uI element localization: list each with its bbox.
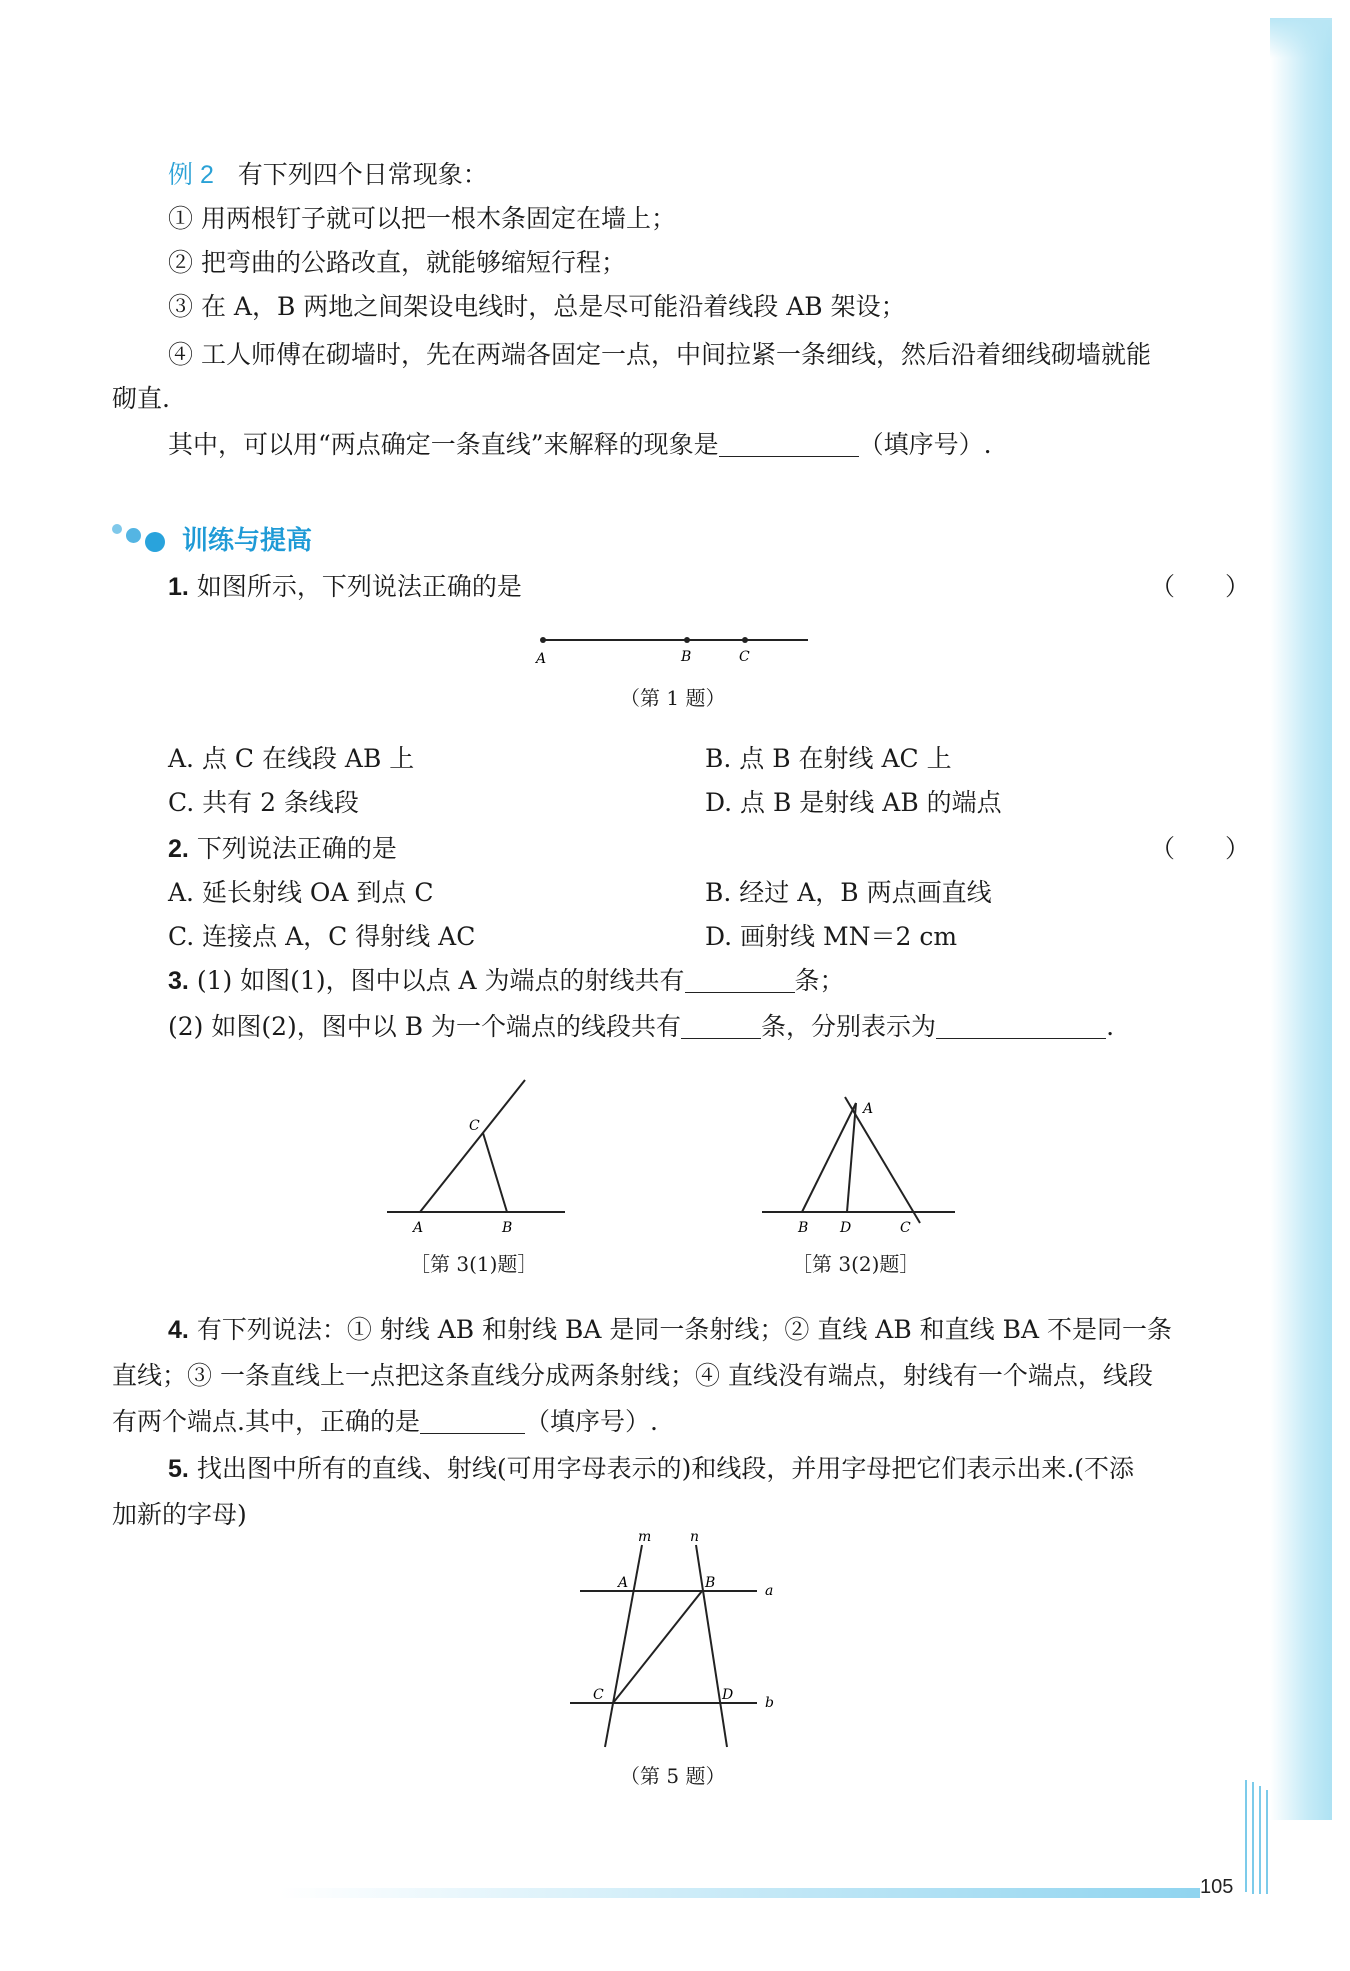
answer-blank bbox=[936, 1012, 1106, 1039]
q4-number: 4. bbox=[168, 1316, 189, 1344]
q5-label-d-point: D bbox=[722, 1687, 734, 1703]
footer-tick bbox=[1266, 1790, 1268, 1894]
answer-blank bbox=[681, 1012, 761, 1039]
q1-label-a: A bbox=[536, 651, 547, 667]
q2-answer-paren: （ ） bbox=[1150, 834, 1251, 863]
q5-label-b-point: B bbox=[705, 1575, 716, 1591]
answer-blank bbox=[420, 1407, 525, 1434]
q1-option-b: B. 点 B 在射线 AC 上 bbox=[705, 744, 952, 773]
q3-number: 3. bbox=[168, 967, 189, 995]
page-number: 105 bbox=[1200, 1876, 1234, 1898]
example2-heading bbox=[168, 158, 488, 192]
q4-line-1-text: 有下列说法：① 射线 AB 和射线 BA 是同一条射线；② 直线 AB 和直线 BA 不是同一条 bbox=[196, 1315, 1172, 1344]
q3-fig2-label-b: B bbox=[798, 1220, 809, 1235]
q3-caption-1: ［第 3(1)题］ bbox=[410, 1252, 538, 1276]
q4-line-2: 直线；③ 一条直线上一点把这条直线分成两条射线；④ 直线没有端点，射线有一个端点，线段 bbox=[112, 1361, 1153, 1390]
section-title: 训练与提高 bbox=[182, 525, 313, 555]
answer-blank bbox=[685, 966, 795, 993]
q1-stem-text: 如图所示，下列说法正确的是 bbox=[196, 572, 522, 601]
q4-line-3 bbox=[112, 1405, 658, 1439]
q5-label-a-point: A bbox=[618, 1575, 629, 1591]
q4-line-3-suffix: （填序号）. bbox=[524, 1407, 658, 1436]
footer-tick bbox=[1252, 1782, 1254, 1894]
q1-stem bbox=[168, 570, 522, 604]
q3-part2-suffix: . bbox=[1106, 1012, 1115, 1041]
decor-dot-icon bbox=[112, 524, 122, 534]
q5-label-b-line: b bbox=[765, 1695, 774, 1711]
q2-option-b: B. 经过 A，B 两点画直线 bbox=[705, 878, 992, 907]
q2-option-a: A. 延长射线 OA 到点 C bbox=[168, 878, 434, 907]
q3-fig2-label-d: D bbox=[840, 1220, 852, 1235]
q3-fig1-label-b: B bbox=[502, 1220, 513, 1235]
q1-point-b bbox=[684, 637, 690, 643]
footer-tick bbox=[1245, 1780, 1247, 1892]
q3-fig1-ray bbox=[420, 1080, 525, 1212]
q5-caption: （第 5 题） bbox=[620, 1764, 726, 1788]
q3-figure-1 bbox=[385, 1075, 570, 1235]
q2-number: 2. bbox=[168, 835, 189, 863]
q1-label-c: C bbox=[739, 649, 750, 665]
answer-blank bbox=[719, 430, 859, 457]
q3-fig2-ray-ac bbox=[845, 1097, 920, 1223]
q1-number: 1. bbox=[168, 573, 189, 601]
q3-fig1-segment bbox=[483, 1133, 507, 1212]
decor-dot-icon bbox=[126, 528, 141, 543]
q3-fig1-label-a: A bbox=[413, 1220, 424, 1235]
example2-item-4: ④ 工人师傅在砌墙时，先在两端各固定一点，中间拉紧一条细线，然后沿着细线砌墙就能 bbox=[168, 340, 1151, 369]
decor-dot-icon bbox=[145, 532, 165, 552]
q2-stem bbox=[168, 832, 397, 866]
q1-figure bbox=[530, 625, 820, 670]
page-edge-band-top bbox=[1270, 18, 1332, 58]
q3-part1 bbox=[168, 964, 845, 998]
q2-stem-text: 下列说法正确的是 bbox=[196, 834, 397, 863]
q1-answer-paren: （ ） bbox=[1150, 572, 1251, 601]
q4-line-3-text: 有两个端点.其中，正确的是 bbox=[112, 1407, 420, 1436]
example2-label: 例 2 bbox=[168, 161, 214, 189]
q1-option-a: A. 点 C 在线段 AB 上 bbox=[168, 744, 415, 773]
q1-point-a bbox=[540, 637, 546, 643]
example2-question bbox=[168, 428, 992, 462]
q4-line-1 bbox=[168, 1313, 1172, 1347]
q3-fig2-label-a: A bbox=[863, 1101, 874, 1117]
q2-option-d: D. 画射线 MN＝2 cm bbox=[705, 922, 958, 951]
footer-tick bbox=[1259, 1786, 1261, 1894]
q1-option-c: C. 共有 2 条线段 bbox=[168, 788, 359, 817]
q5-number: 5. bbox=[168, 1455, 189, 1483]
q3-figure-2 bbox=[760, 1095, 960, 1235]
q5-segment-bc bbox=[613, 1591, 702, 1703]
q5-figure bbox=[560, 1525, 790, 1755]
example2-question-text: 其中，可以用“两点确定一条直线”来解释的现象是 bbox=[168, 430, 719, 459]
q5-label-n: n bbox=[690, 1529, 700, 1545]
q3-part1-text: (1) 如图(1)，图中以点 A 为端点的射线共有 bbox=[196, 966, 685, 995]
q3-part2 bbox=[168, 1010, 1114, 1044]
q1-caption: （第 1 题） bbox=[620, 686, 726, 710]
q3-part2-text: (2) 如图(2)，图中以 B 为一个端点的线段共有 bbox=[168, 1012, 682, 1041]
footer-bar bbox=[280, 1888, 1200, 1898]
q1-point-c bbox=[742, 637, 748, 643]
example2-item-4-cont: 砌直. bbox=[112, 384, 170, 413]
q3-fig1-label-c: C bbox=[469, 1118, 480, 1134]
q3-fig2-label-c: C bbox=[900, 1220, 911, 1235]
q2-option-c: C. 连接点 A，C 得射线 AC bbox=[168, 922, 476, 951]
q5-line-2: 加新的字母) bbox=[112, 1500, 247, 1529]
example2-question-suffix: （填序号）. bbox=[858, 430, 992, 459]
q5-label-a-line: a bbox=[765, 1583, 774, 1599]
q5-line-1 bbox=[168, 1452, 1134, 1486]
example2-stem: 有下列四个日常现象： bbox=[237, 160, 488, 189]
q3-part1-suffix: 条； bbox=[794, 966, 845, 995]
q1-option-d: D. 点 B 是射线 AB 的端点 bbox=[705, 788, 1002, 817]
example2-item-2: ② 把弯曲的公路改直，就能够缩短行程； bbox=[168, 248, 626, 277]
q5-line-1-text: 找出图中所有的直线、射线(可用字母表示的)和线段，并用字母把它们表示出来.(不添 bbox=[196, 1454, 1135, 1483]
q5-label-c-point: C bbox=[593, 1687, 604, 1703]
q1-label-b: B bbox=[681, 649, 692, 665]
example2-item-3: ③ 在 A，B 两地之间架设电线时，总是尽可能沿着线段 AB 架设； bbox=[168, 292, 906, 321]
example2-item-1: ① 用两根钉子就可以把一根木条固定在墙上； bbox=[168, 204, 676, 233]
q5-label-m: m bbox=[638, 1529, 652, 1545]
page-edge-band bbox=[1270, 20, 1332, 1820]
q3-caption-2: ［第 3(2)题］ bbox=[792, 1252, 920, 1276]
q3-part2-mid: 条，分别表示为 bbox=[761, 1012, 937, 1041]
